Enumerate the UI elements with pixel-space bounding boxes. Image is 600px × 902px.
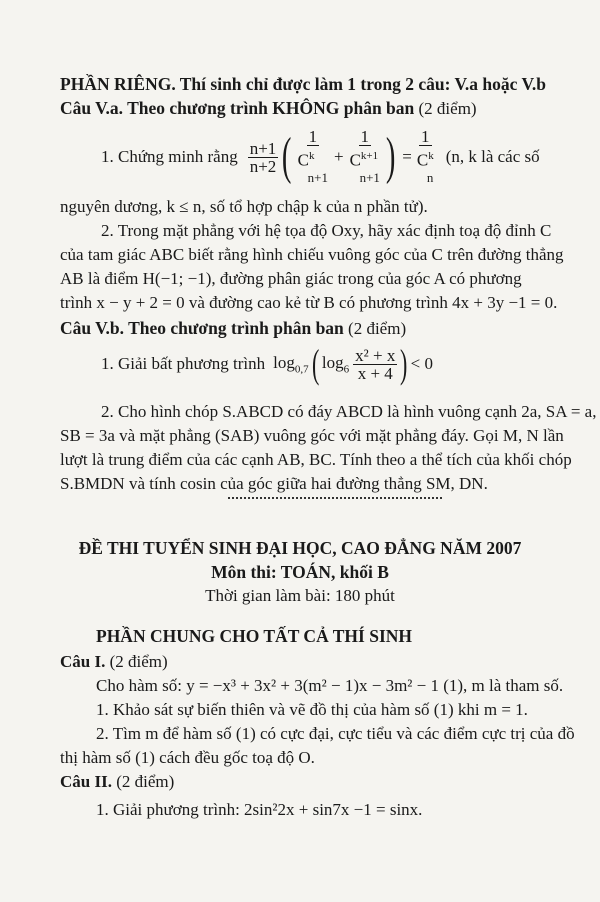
vb-points: (2 điểm) (348, 319, 407, 338)
q1-part2-line1: 2. Tìm m để hàm số (1) có cực đại, cực tiểu và các điểm cực trị của đồ (96, 724, 575, 743)
vb1-right-paren: ) (400, 341, 408, 386)
va1-frac-c-den: $C^k$ n (416, 150, 434, 185)
part-v-heading: PHẦN RIÊNG. Thí sinh chỉ được làm 1 trong 2 câu: V.a hoặc V.b (60, 74, 546, 94)
vb2-line4: S.BMDN và tính cosin của góc giữa hai đường thẳng SM, DN. (60, 474, 488, 493)
va-points: (2 điểm) (418, 99, 477, 118)
q2-label: Câu II. (60, 772, 112, 791)
vb1-left-paren: ( (311, 341, 319, 386)
exam-title: ĐỀ THI TUYỂN SINH ĐẠI HỌC, CAO ĐẲNG NĂM 2007 (78, 538, 522, 558)
log-inner: $\log_6$ (321, 352, 350, 376)
equals-sign: = (402, 147, 412, 166)
va1-frac-b-num: 1 (360, 127, 369, 147)
q1-points: (2 điểm) (109, 652, 168, 671)
q1-label: Câu I. (60, 652, 106, 671)
common-heading: PHẦN CHUNG CHO TẤT CẢ THÍ SINH (96, 626, 413, 646)
va1-frac-b (348, 128, 382, 186)
vb2-line3: lượt là trung điểm của các cạnh AB, BC. Tính theo a thể tích của khối chóp (60, 450, 572, 469)
va1-frac-a-num: 1 (308, 127, 318, 147)
va1-lead: 1. Chứng minh rằng (101, 147, 238, 166)
va1-frac-num: n+1 (249, 138, 277, 158)
va2-line3: AB là điểm H(−1; −1), đường phân giác trong của góc A có phương (60, 269, 522, 288)
va1-formula (101, 124, 540, 190)
va2-line1: 2. Trong mặt phẳng với hệ tọa độ Oxy, hãy xác định toạ độ đỉnh C (101, 221, 552, 240)
q1-function (96, 676, 563, 696)
q1-fn: y = −x³ + 3x² + 3(m² − 1)x − 3m² − 1 (1), m là tham số. (186, 676, 564, 695)
va1-frac-outer (248, 140, 279, 175)
vb-heading-bold: Câu V.b. Theo chương trình phân ban (60, 318, 344, 338)
va1-frac-b-den: $C^{k+1}$ n+1 (349, 150, 380, 185)
section-divider (228, 497, 442, 499)
q2-part1: 1. Giải phương trình: 2sin²2x + sin7x −1 = sinx. (96, 800, 423, 819)
va1-frac-a-den: $C^k$ n+1 (297, 150, 328, 185)
q1-heading (60, 652, 168, 672)
q1-lead: Cho hàm số: (96, 676, 182, 695)
vb1-frac (353, 347, 397, 382)
q2-heading (60, 772, 174, 792)
exam-subject: Môn thi: TOÁN, khối B (211, 562, 389, 582)
q1-part1: 1. Khảo sát sự biến thiên và vẽ đồ thị của hàm số (1) khi m = 1. (96, 700, 528, 719)
vb2-line2: SB = 3a và mặt phẳng (SAB) vuông góc với mặt phẳng đáy. Gọi M, N lần (60, 426, 564, 445)
va1-frac-den: n+2 (249, 156, 277, 176)
va1-frac-c-num: 1 (421, 127, 430, 147)
vb1-frac-den: x + 4 (357, 363, 393, 383)
left-paren: ( (282, 128, 292, 185)
q2-points: (2 điểm) (116, 772, 175, 791)
q1-part2-line2: thị hàm số (1) cách đều gốc toạ độ O. (60, 748, 315, 767)
va1-line2: nguyên dương, k ≤ n, số tổ hợp chập k của n phần tử). (60, 197, 428, 216)
vb1-lead: 1. Giải bất phương trình (101, 354, 266, 373)
right-paren: ) (385, 128, 396, 185)
vb1-tail: < 0 (410, 354, 434, 373)
vb2-line1: 2. Cho hình chóp S.ABCD có đáy ABCD là hình vuông cạnh 2a, SA = a, (101, 402, 597, 421)
log-outer: $\log_{0,7}$ (273, 352, 309, 376)
va1-tail: (n, k là các số (445, 147, 540, 166)
vb1-frac-num: x² + x (355, 345, 396, 365)
vb1-formula (101, 336, 433, 392)
plus-sign: + (333, 147, 344, 166)
va-heading-bold: Câu V.a. Theo chương trình KHÔNG phân ban (60, 98, 415, 118)
va1-frac-c (415, 128, 436, 186)
exam-time: Thời gian làm bài: 180 phút (205, 586, 395, 605)
va2-line4: trình x − y + 2 = 0 và đường cao kẻ từ B có phương trình 4x + 3y −1 = 0. (60, 293, 558, 312)
va1-frac-a (296, 128, 330, 186)
va-heading (60, 98, 477, 119)
va2-line2: của tam giác ABC biết rằng hình chiếu vuông góc của C trên đường thẳng (60, 245, 564, 264)
